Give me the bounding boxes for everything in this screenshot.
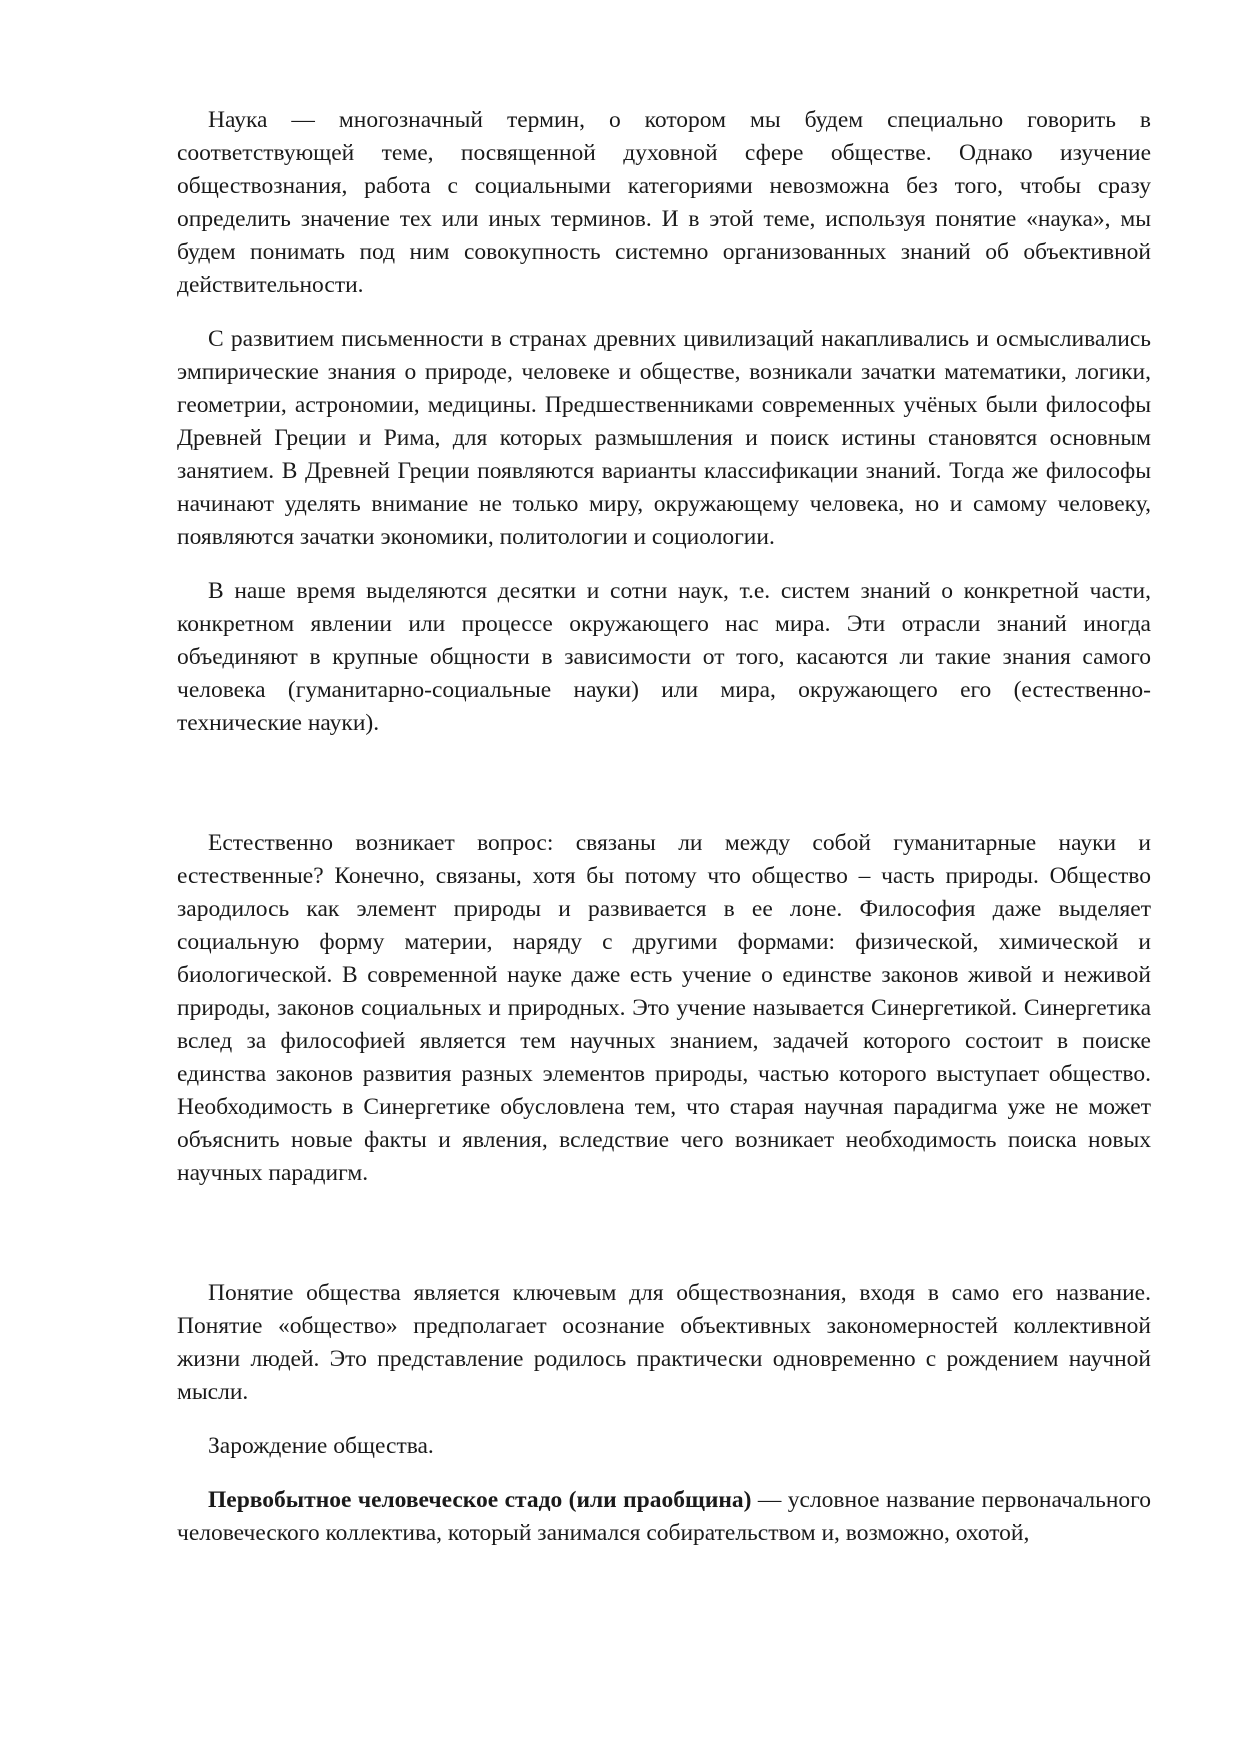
paragraph-society-origin-heading: Зарождение общества. bbox=[208, 1433, 434, 1459]
paragraph-science-definition: Наука — многозначный термин, о котором мы будем специально говорить в соответствующей теме, посвященной духовной сфере обществе. Однако изучение обществознания, работа с социальными категориями невозможна без того, чтобы сразу определить значение тех или иных терминов. И в этой теме, используя понятие «наука», мы будем понимать под ним совокупность системно организованных знаний об объективной действительности. bbox=[177, 107, 1151, 298]
document-page bbox=[177, 104, 1151, 1571]
paragraph-modern-sciences: В наше время выделяются десятки и сотни наук, т.е. систем знаний о конкретной части, конкретном явлении или процессе окружающего нас мира. Эти отрасли знаний иногда объединяют в крупные общности в зависимости от того, касаются ли такие знания самого человека (гуманитарно-социальные науки) или мира, окружающего его (естественно-технические науки). bbox=[177, 578, 1151, 736]
spacer bbox=[177, 1211, 1151, 1277]
paragraph-primitive-herd bbox=[177, 1484, 1151, 1550]
term-definition: — условное название первоначального человеческого коллектива, который занимался собирательством и, возможно, охотой, bbox=[177, 1487, 1151, 1546]
paragraph-synergetics: Естественно возникает вопрос: связаны ли между собой гуманитарные науки и естественные? Конечно, связаны, хотя бы потому что общество – часть природы. Общество зародилось как элемент природы и развивается в ее лоне. Философия даже выделяет социальную форму материи, наряду с другими формами: физической, химической и биологической. В современной науке даже есть учение о единстве законов живой и неживой природы, законов социальных и природных. Это учение называется Синергетикой. Синергетика вслед за философией является тем научных знанием, задачей которого состоит в поиске единства законов развития разных элементов природы, частью которого выступает общество. Необходимость в Синергетике обусловлена тем, что старая научная парадигма уже не может объяснить новые факты и явления, вследствие чего возникает необходимость поиска новых научных парадигм. bbox=[177, 830, 1151, 1186]
paragraph-society-concept: Понятие общества является ключевым для обществознания, входя в само его название. Понятие «общество» предполагает осознание объективных закономерностей коллективной жизни людей. Это представление родилось практически одновременно с рождением научной мысли. bbox=[177, 1280, 1151, 1405]
spacer bbox=[177, 761, 1151, 827]
term-primitive-herd: Первобытное человеческое стадо (или праобщина) bbox=[208, 1487, 752, 1513]
paragraph-ancient-knowledge: С развитием письменности в странах древних цивилизаций накапливались и осмысливались эмпирические знания о природе, человеке и обществе, возникали зачатки математики, логики, геометрии, астрономии, медицины. Предшественниками современных учёных были философы Древней Греции и Рима, для которых размышления и поиск истины становятся основным занятием. В Древней Греции появляются варианты классификации знаний. Тогда же философы начинают уделять внимание не только миру, окружающему человека, но и самому человеку, появляются зачатки экономики, политологии и социологии. bbox=[177, 326, 1151, 550]
